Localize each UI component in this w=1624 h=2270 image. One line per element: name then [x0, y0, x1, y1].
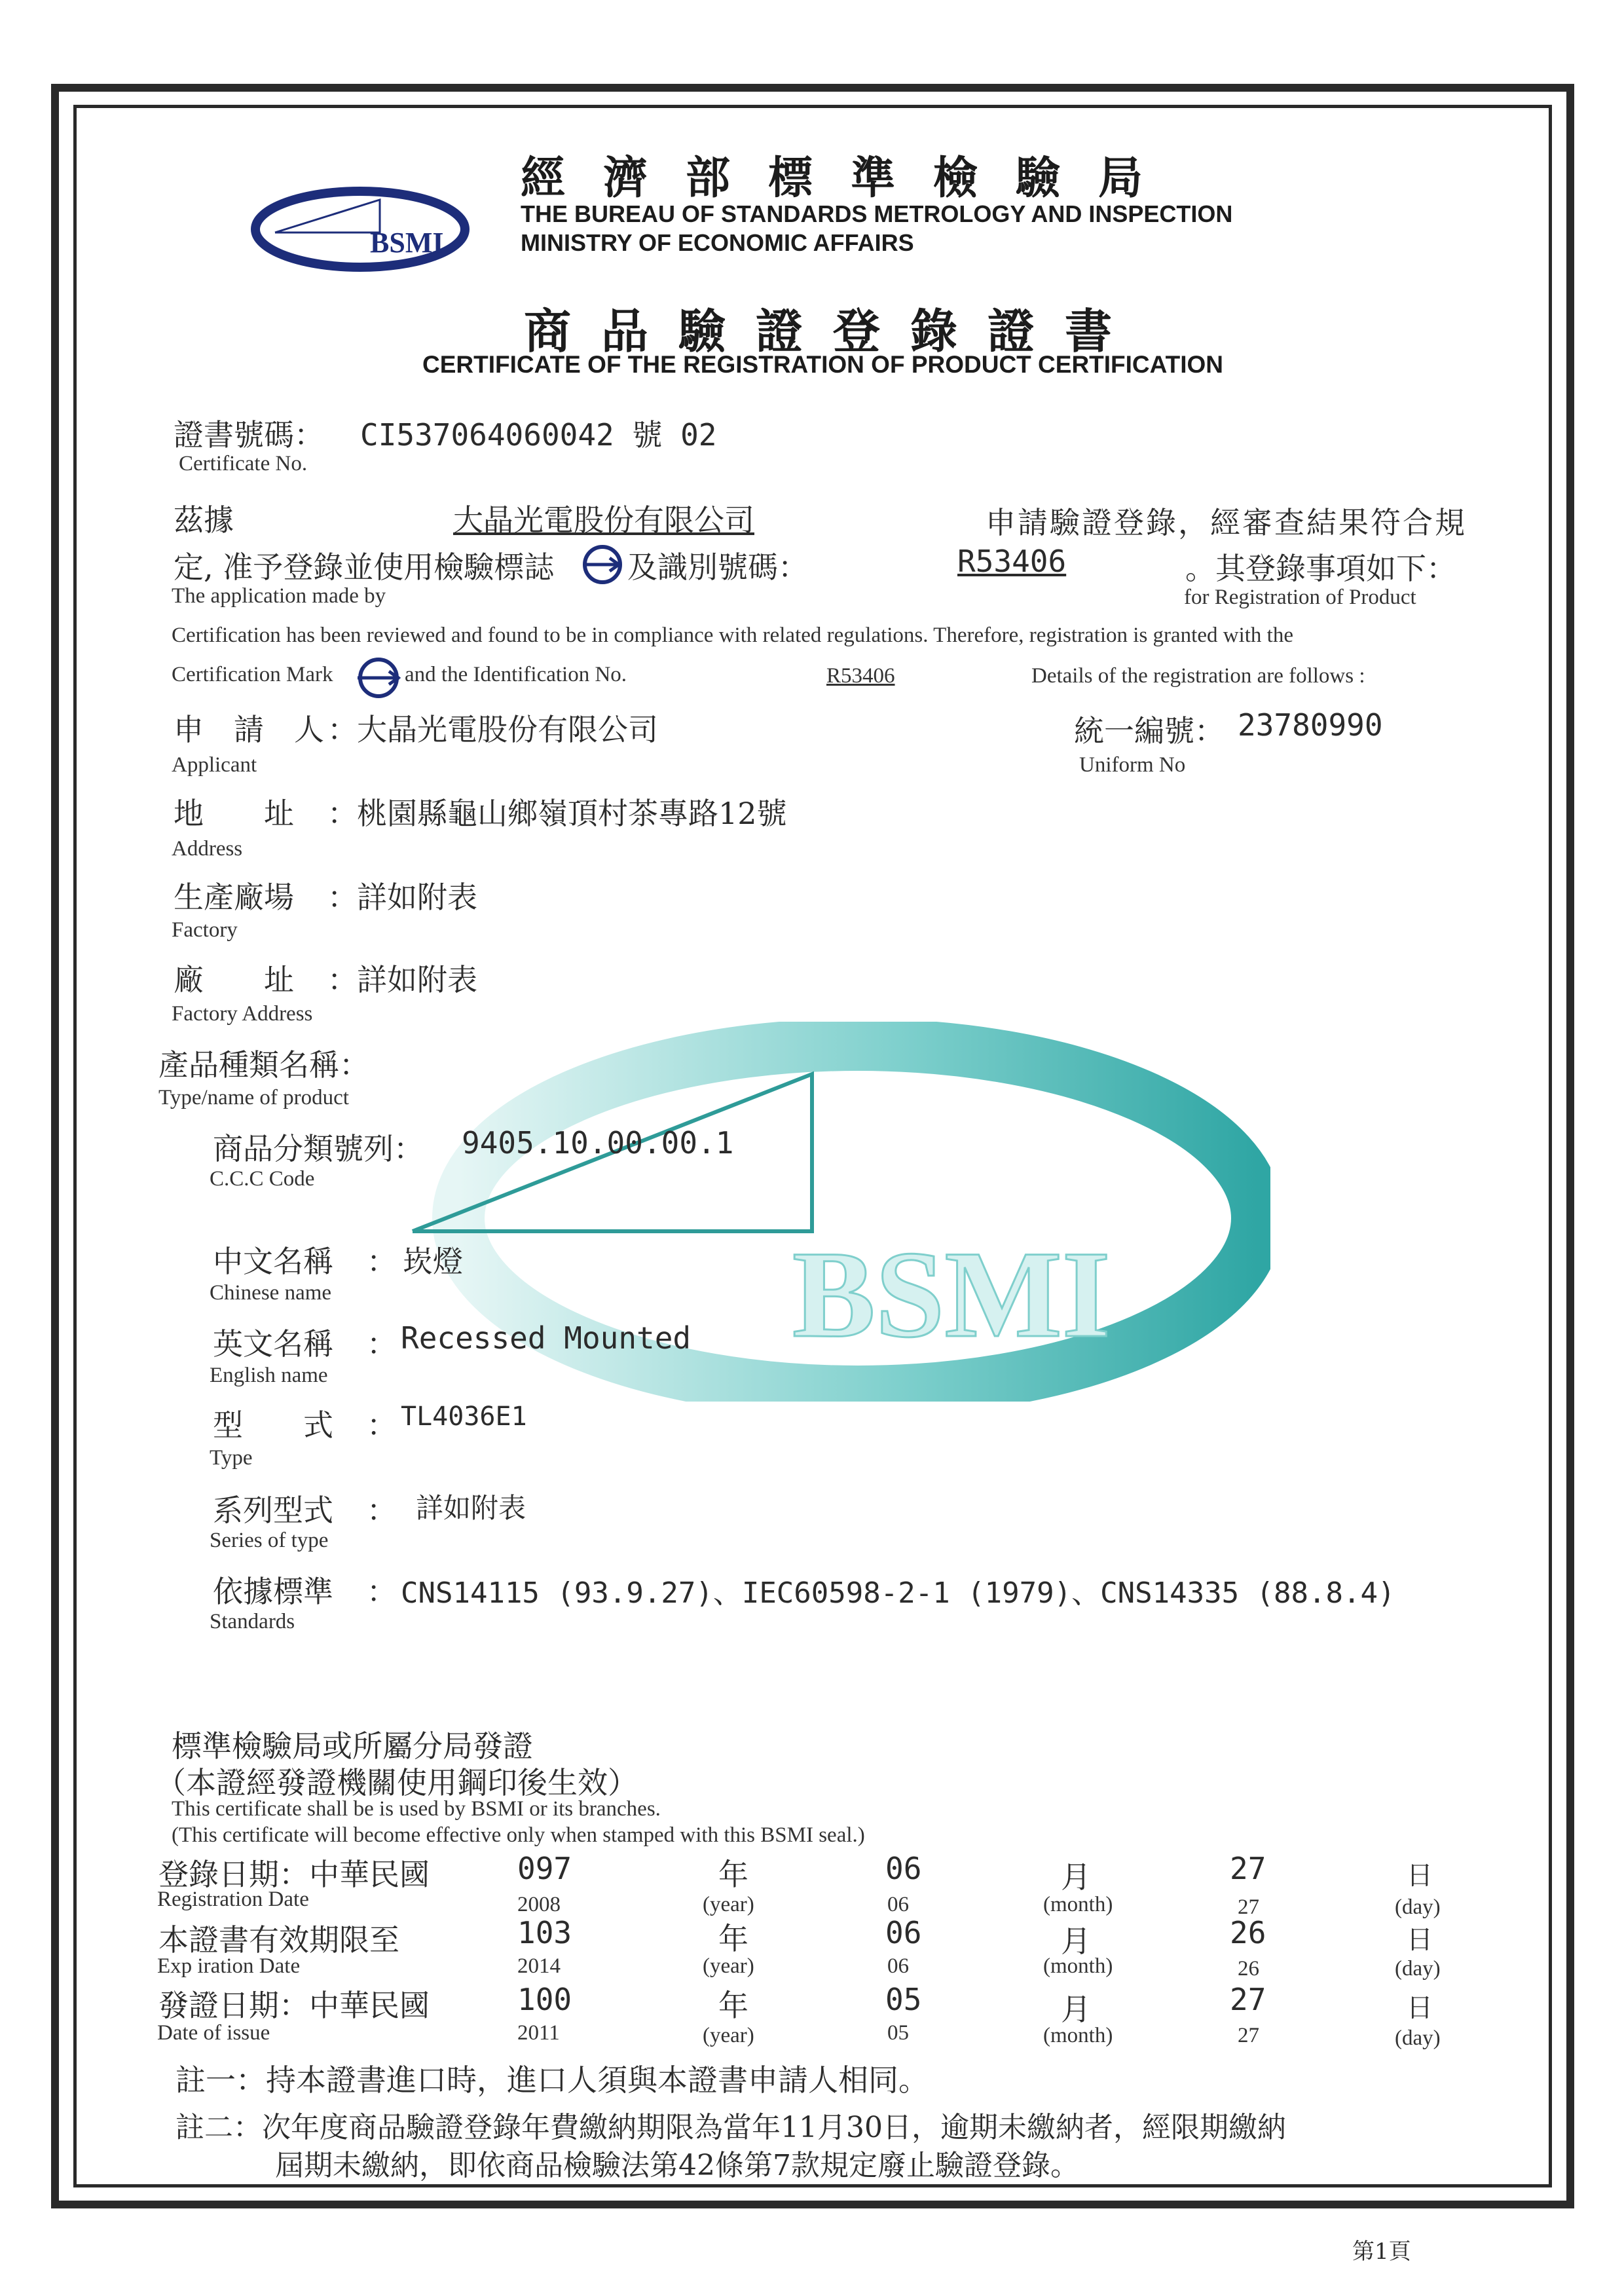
statement-zh-start: 茲據 — [174, 502, 234, 538]
registration-day-en: 27 — [1238, 1895, 1259, 1919]
product-label-en: Type/name of product — [158, 1086, 349, 1109]
statement-zh-follows: 。其登錄事項如下： — [1185, 551, 1456, 586]
statement-en-1b: for Registration of Product — [1184, 586, 1416, 609]
registration-day-en-unit: (day) — [1395, 1895, 1441, 1919]
uniform-no-value: 23780990 — [1238, 707, 1383, 743]
issue-day: 27 — [1230, 1982, 1266, 2017]
statement-en-2: Certification has been reviewed and found to be in compliance with related regulations. Therefore, registration is granted with the — [172, 623, 1293, 647]
bureau-name-zh: 經濟部標準檢驗局 — [521, 152, 1181, 204]
factory-address-label-en: Factory Address — [172, 1002, 313, 1026]
note-1: 註一：持本證書進口時，進口人須與本證書申請人相同。 — [175, 2062, 929, 2098]
factory-address-colon: ： — [327, 962, 358, 997]
issue-month-unit: 月 — [1061, 1992, 1091, 2027]
standards-value: CNS14115 (93.9.27)、IEC60598-2-1 (1979)、CNS14335 (88.8.4) — [401, 1576, 1395, 1610]
factory-label-en: Factory — [172, 918, 238, 942]
issuer-en-1: This certificate shall be is used by BSMI or its branches. — [172, 1797, 661, 1821]
applicant-colon: ： — [327, 712, 358, 747]
registration-day: 27 — [1230, 1851, 1266, 1886]
factory-value: 詳如附表 — [357, 880, 477, 915]
english-name-value: Recessed Mounted — [401, 1320, 692, 1356]
certificate-title-en: CERTIFICATE OF THE REGISTRATION OF PRODUCT CERTIFICATION — [422, 351, 1224, 378]
chinese-name-label-en: Chinese name — [210, 1281, 332, 1305]
registration-year-en: 2008 — [517, 1893, 561, 1916]
type-label-en: Type — [210, 1446, 253, 1470]
standards-label: 依據標準 — [213, 1574, 333, 1609]
expiration-year-unit: 年 — [718, 1921, 748, 1956]
expiration-day-en: 26 — [1238, 1957, 1259, 1981]
expiration-day-unit: 日 — [1407, 1925, 1433, 1955]
issuer-zh-2: （本證經發證機關使用鋼印後生效） — [156, 1765, 638, 1800]
certification-mark-icon-en — [352, 656, 405, 699]
expiration-month: 06 — [885, 1915, 922, 1950]
address-value: 桃園縣龜山鄉嶺頂村茶專路12號 — [357, 796, 787, 831]
bsmi-logo — [249, 183, 478, 275]
statement-zh-line2: 定, 准予登錄並使用檢驗標誌 — [174, 549, 555, 585]
registration-month-en-unit: (month) — [1043, 1893, 1113, 1916]
registration-day-unit: 日 — [1407, 1861, 1433, 1891]
uniform-no-label-en: Uniform No — [1079, 753, 1186, 777]
expiration-roc-year: 103 — [517, 1915, 572, 1950]
identification-no-en: R53406 — [826, 664, 895, 688]
standards-colon: ： — [367, 1574, 397, 1609]
statement-zh-end: 申請驗證登錄，經審查結果符合規 — [986, 505, 1467, 540]
uniform-no-label: 統一編號： — [1074, 713, 1225, 749]
certification-mark-icon — [580, 544, 625, 586]
identification-no: R53406 — [957, 544, 1067, 579]
statement-en-3a: Certification Mark — [172, 663, 333, 686]
type-label: 型 式 — [213, 1407, 333, 1443]
expiration-day-en-unit: (day) — [1395, 1957, 1441, 1981]
applicant-value: 大晶光電股份有限公司 — [357, 712, 658, 747]
registration-date-label-en: Registration Date — [157, 1888, 309, 1911]
registration-year-unit: 年 — [718, 1857, 748, 1892]
issue-year-en-unit: (year) — [703, 2024, 754, 2047]
ccc-code-value: 9405.10.00.00.1 — [462, 1125, 734, 1161]
expiration-date-label-en: Exp iration Date — [157, 1954, 301, 1978]
issue-date-label-en: Date of issue — [157, 2021, 270, 2045]
address-colon: ： — [327, 796, 358, 831]
page-number: 第1頁 — [1352, 2239, 1411, 2265]
address-label: 地 址 — [174, 796, 294, 831]
ccc-code-label-en: C.C.C Code — [210, 1167, 315, 1191]
ministry-name-en: MINISTRY OF ECONOMIC AFFAIRS — [521, 229, 914, 256]
issue-month-en-unit: (month) — [1043, 2024, 1113, 2047]
issue-day-unit: 日 — [1407, 1993, 1433, 2023]
registration-year-en-unit: (year) — [703, 1893, 754, 1916]
bureau-name-en: THE BUREAU OF STANDARDS METROLOGY AND INSPECTION — [521, 200, 1233, 227]
address-label-en: Address — [172, 837, 243, 861]
issue-year-unit: 年 — [718, 1988, 748, 2023]
registration-roc-year: 097 — [517, 1851, 572, 1886]
expiration-date-label: 本證書有效期限至 — [158, 1922, 399, 1958]
applicant-company-underlined: 大晶光電股份有限公司 — [453, 502, 754, 538]
series-value: 詳如附表 — [416, 1492, 526, 1524]
registration-month-en: 06 — [887, 1893, 909, 1916]
factory-colon: ： — [327, 880, 358, 915]
registration-month-unit: 月 — [1061, 1859, 1091, 1895]
series-colon: ： — [367, 1493, 397, 1528]
registration-month: 06 — [885, 1851, 922, 1886]
issue-day-en-unit: (day) — [1395, 2026, 1441, 2050]
issue-roc-year: 100 — [517, 1982, 572, 2017]
standards-label-en: Standards — [210, 1610, 295, 1633]
english-name-colon: ： — [367, 1326, 397, 1362]
product-label: 產品種類名稱： — [158, 1047, 369, 1083]
factory-label: 生產廠場 — [174, 880, 294, 915]
note-2b: 屆期未繳納，即依商品檢驗法第42條第7款規定廢止驗證登錄。 — [275, 2149, 1079, 2182]
expiration-day: 26 — [1230, 1915, 1266, 1950]
statement-en-3b: and the Identification No. — [405, 663, 627, 686]
certificate-title-zh: 商品驗證登錄證書 — [524, 303, 1143, 359]
chinese-name-colon: ： — [367, 1244, 397, 1279]
applicant-label-en: Applicant — [172, 753, 257, 777]
expiration-month-en-unit: (month) — [1043, 1954, 1113, 1978]
issue-day-en: 27 — [1238, 2024, 1259, 2047]
chinese-name-label: 中文名稱 — [213, 1244, 333, 1279]
statement-en-1a: The application made by — [172, 584, 386, 608]
expiration-month-en: 06 — [887, 1954, 909, 1978]
factory-address-value: 詳如附表 — [357, 962, 477, 997]
english-name-label: 英文名稱 — [213, 1326, 333, 1362]
watermark-text: BSMI — [792, 1226, 1111, 1364]
statement-zh-idno-label: 及識別號碼： — [627, 549, 808, 585]
type-colon: ： — [367, 1407, 397, 1443]
issuer-zh-1: 標準檢驗局或所屬分局發證 — [172, 1728, 533, 1764]
series-label: 系列型式 — [213, 1493, 333, 1528]
statement-en-3c: Details of the registration are follows : — [1031, 664, 1365, 688]
expiration-year-en: 2014 — [517, 1954, 561, 1978]
issue-month-en: 05 — [887, 2021, 909, 2045]
note-2a: 註二：次年度商品驗證登錄年費繳納期限為當年11月30日，逾期未繳納者，經限期繳納 — [175, 2111, 1286, 2144]
applicant-label: 申 請 人 — [174, 712, 324, 747]
ccc-code-label: 商品分類號列： — [213, 1131, 424, 1166]
certificate-no-label-en: Certificate No. — [179, 452, 308, 475]
registration-date-label: 登錄日期：中華民國 — [158, 1857, 430, 1892]
certificate-no-value: CI537064060042 號 02 — [360, 417, 717, 453]
type-value: TL4036E1 — [401, 1402, 527, 1432]
issue-date-label: 發證日期：中華民國 — [158, 1988, 430, 2023]
expiration-month-unit: 月 — [1061, 1924, 1091, 1959]
chinese-name-value: 崁燈 — [403, 1244, 463, 1279]
expiration-year-en-unit: (year) — [703, 1954, 754, 1978]
issue-month: 05 — [885, 1982, 922, 2017]
logo-text: BSMI — [370, 227, 444, 259]
issuer-en-2: (This certificate will become effective only when stamped with this BSMI seal.) — [172, 1823, 865, 1847]
series-label-en: Series of type — [210, 1529, 329, 1552]
english-name-label-en: English name — [210, 1364, 328, 1387]
certificate-no-label: 證書號碼： — [174, 417, 324, 453]
issue-year-en: 2011 — [517, 2021, 560, 2045]
factory-address-label: 廠 址 — [174, 962, 294, 997]
